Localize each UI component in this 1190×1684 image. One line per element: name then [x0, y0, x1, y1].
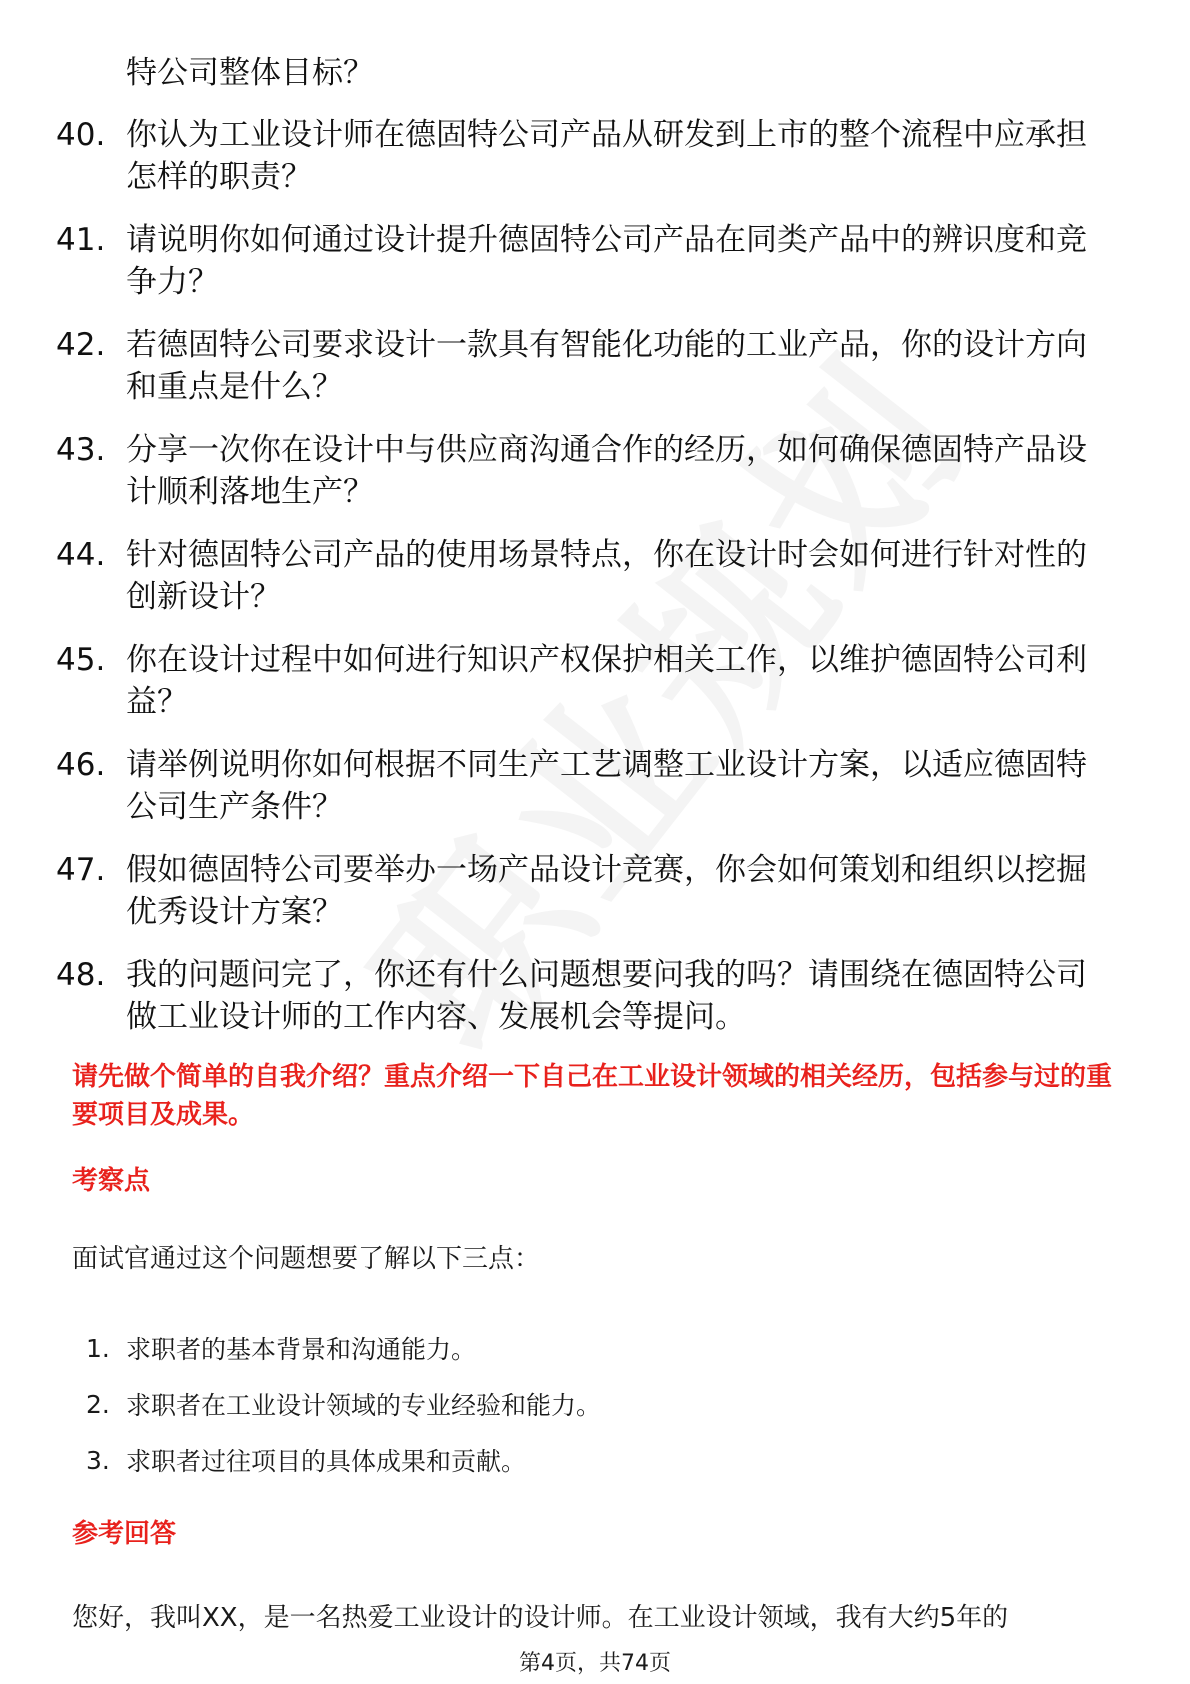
list-item-text: 求职者过往项目的具体成果和贡献。 [126, 1447, 527, 1476]
question-item [56, 324, 1116, 408]
list-item [86, 1432, 601, 1488]
question-number: 48. [56, 957, 106, 993]
question-text: 分享一次你在设计中与供应商沟通合作的经历，如何确保德固特产品设计顺利落地生产？ [126, 432, 1087, 510]
answer-paragraph: 您好，我叫XX，是一名热爱工业设计的设计师。在工业设计领域，我有大约5年的 [72, 1603, 1009, 1633]
question-item [56, 534, 1116, 618]
question-item [56, 744, 1116, 828]
list-item-number: 1. [86, 1333, 110, 1363]
question-item [56, 954, 1116, 1038]
question-text: 针对德固特公司产品的使用场景特点，你在设计时会如何进行针对性的创新设计？ [126, 537, 1087, 615]
section-label-points: 考察点 [72, 1166, 151, 1196]
question-text: 请说明你如何通过设计提升德固特公司产品在同类产品中的辨识度和竞争力？ [126, 222, 1087, 300]
question-number: 45. [56, 642, 106, 678]
question-number: 42. [56, 327, 106, 363]
page-footer: 第4页，共74页 [519, 1651, 671, 1676]
list-item-number: 3. [86, 1445, 110, 1475]
question-text: 你认为工业设计师在德固特公司产品从研发到上市的整个流程中应承担怎样的职责？ [126, 117, 1087, 195]
question-item [56, 219, 1116, 303]
question-item [56, 429, 1116, 513]
question-number: 41. [56, 222, 106, 258]
list-item-number: 2. [86, 1389, 110, 1419]
question-text: 我的问题问完了，你还有什么问题想要问我的吗？请围绕在德固特公司做工业设计师的工作内容、发展机会等提问。 [126, 957, 1087, 1035]
points-intro: 面试官通过这个问题想要了解以下三点： [72, 1244, 541, 1274]
question-number: 47. [56, 852, 106, 888]
question-text: 你在设计过程中如何进行知识产权保护相关工作，以维护德固特公司利益？ [126, 642, 1087, 720]
list-item [86, 1376, 601, 1432]
question-item [56, 849, 1116, 933]
list-item-text: 求职者在工业设计领域的专业经验和能力。 [126, 1391, 602, 1420]
question-item [56, 639, 1116, 723]
question-list [56, 114, 1116, 1059]
question-number: 44. [56, 537, 106, 573]
question-number: 46. [56, 747, 106, 783]
highlight-question-heading: 请先做个简单的自我介绍？重点介绍一下自己在工业设计领域的相关经历，包括参与过的重要项目及成果。 [72, 1062, 1113, 1130]
question-continuation: 特公司整体目标？ [126, 55, 374, 91]
question-number: 40. [56, 117, 106, 153]
list-item [86, 1320, 601, 1376]
question-text: 请举例说明你如何根据不同生产工艺调整工业设计方案，以适应德固特公司生产条件？ [126, 747, 1087, 825]
question-item [56, 114, 1116, 198]
points-list [86, 1320, 601, 1488]
section-label-answer: 参考回答 [72, 1519, 177, 1549]
question-text: 若德固特公司要求设计一款具有智能化功能的工业产品，你的设计方向和重点是什么？ [126, 327, 1087, 405]
list-item-text: 求职者的基本背景和沟通能力。 [126, 1335, 477, 1364]
question-text: 假如德固特公司要举办一场产品设计竞赛，你会如何策划和组织以挖掘优秀设计方案？ [126, 852, 1087, 930]
question-number: 43. [56, 432, 106, 468]
